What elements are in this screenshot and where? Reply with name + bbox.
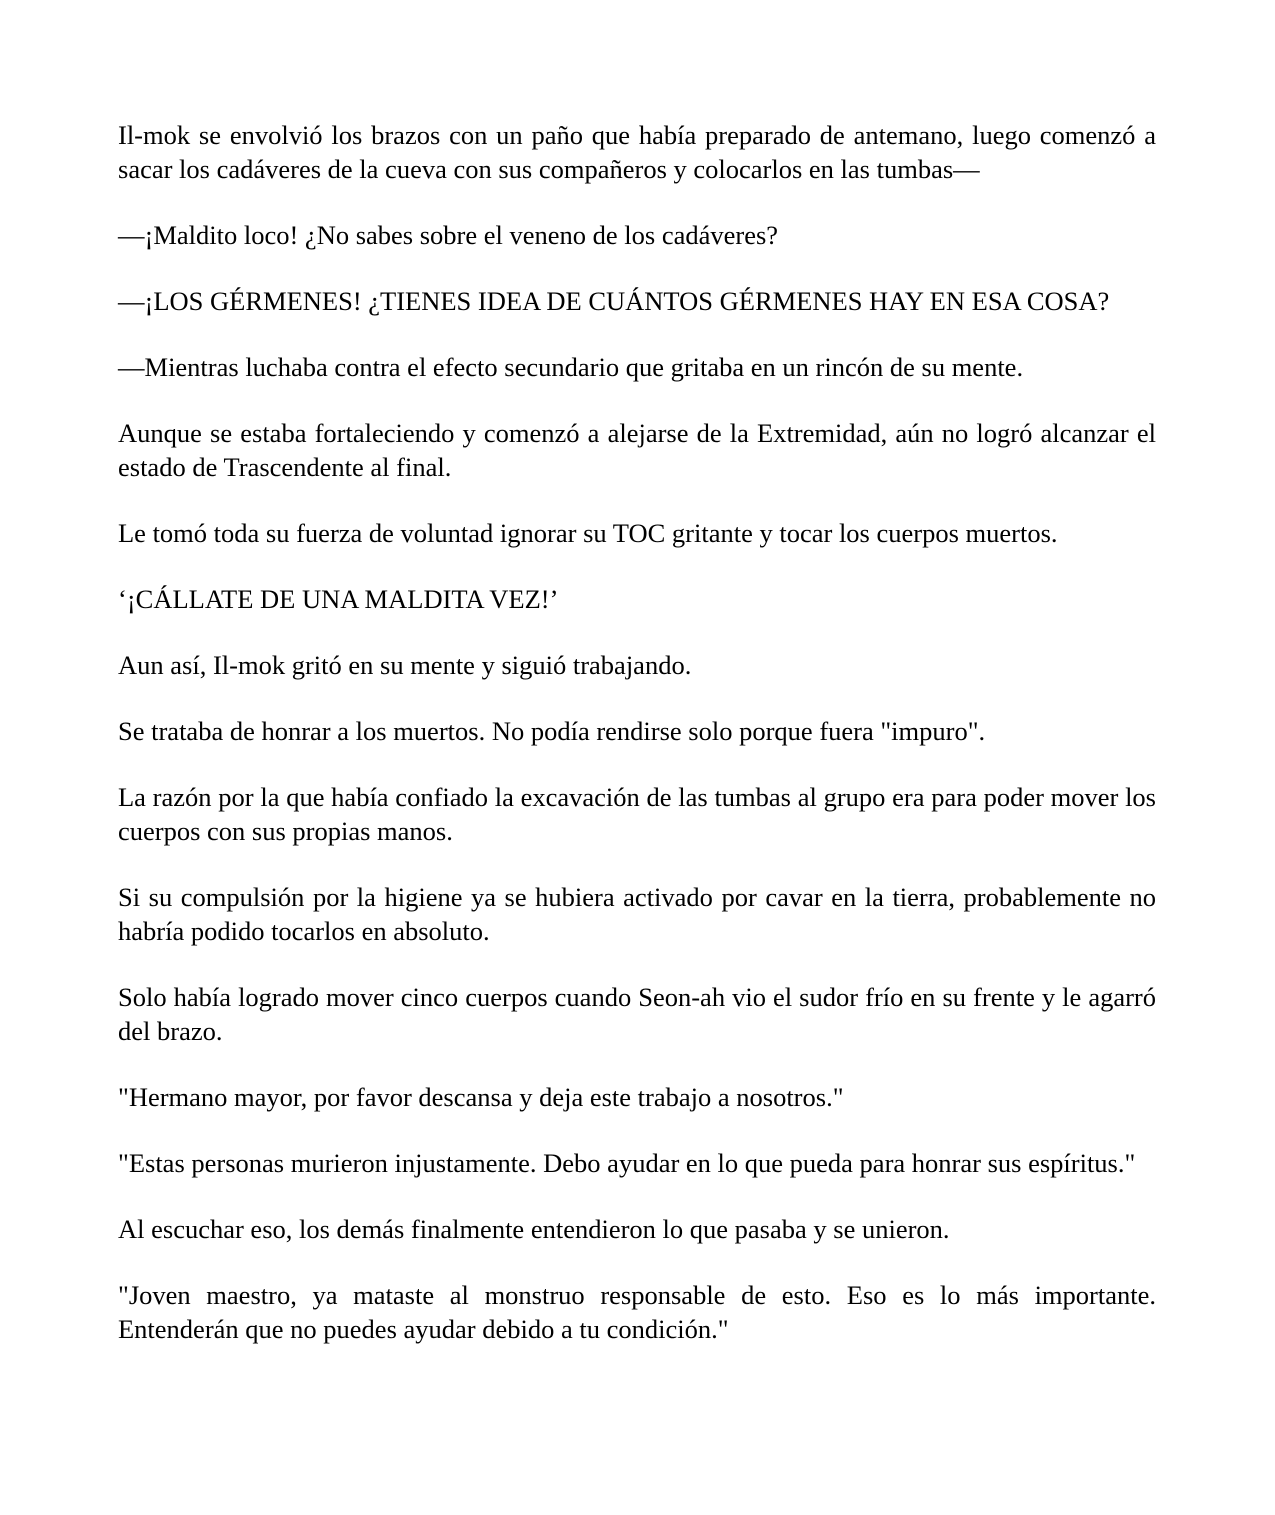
paragraph-1: Il-mok se envolvió los brazos con un paño que había preparado de antemano, luego comenzó a sacar los cadáveres de la cueva con sus compañeros y colocarlos en las tumbas— (118, 120, 1156, 184)
document-page (118, 118, 1156, 1378)
paragraph-4: —Mientras luchaba contra el efecto secundario que gritaba en un rincón de su mente. (118, 352, 1024, 382)
paragraph-2: —¡Maldito loco! ¿No sabes sobre el veneno de los cadáveres? (118, 220, 779, 250)
paragraph-15: Al escuchar eso, los demás finalmente entendieron lo que pasaba y se unieron. (118, 1214, 950, 1244)
paragraph-13: "Hermano mayor, por favor descansa y deja este trabajo a nosotros." (118, 1082, 844, 1112)
paragraph-9: Se trataba de honrar a los muertos. No podía rendirse solo porque fuera "impuro". (118, 716, 986, 746)
paragraph-12: Solo había logrado mover cinco cuerpos cuando Seon-ah vio el sudor frío en su frente y le agarró del brazo. (118, 982, 1156, 1046)
paragraph-11: Si su compulsión por la higiene ya se hubiera activado por cavar en la tierra, probablemente no habría podido tocarlos en absoluto. (118, 882, 1156, 946)
paragraph-6: Le tomó toda su fuerza de voluntad ignorar su TOC gritante y tocar los cuerpos muertos. (118, 518, 1058, 548)
paragraph-3: —¡LOS GÉRMENES! ¿TIENES IDEA DE CUÁNTOS GÉRMENES HAY EN ESA COSA? (118, 286, 1110, 316)
paragraph-14: "Estas personas murieron injustamente. Debo ayudar en lo que pueda para honrar sus espíritus." (118, 1148, 1136, 1178)
paragraph-5: Aunque se estaba fortaleciendo y comenzó a alejarse de la Extremidad, aún no logró alcanzar el estado de Trascendente al final. (118, 418, 1156, 482)
paragraph-10: La razón por la que había confiado la excavación de las tumbas al grupo era para poder mover los cuerpos con sus propias manos. (118, 782, 1156, 846)
paragraph-7: ‘¡CÁLLATE DE UNA MALDITA VEZ!’ (118, 584, 559, 614)
paragraph-16: "Joven maestro, ya mataste al monstruo responsable de esto. Eso es lo más importante. Entenderán que no puedes ayudar debido a tu condición." (118, 1280, 1156, 1344)
paragraph-8: Aun así, Il-mok gritó en su mente y siguió trabajando. (118, 650, 692, 680)
